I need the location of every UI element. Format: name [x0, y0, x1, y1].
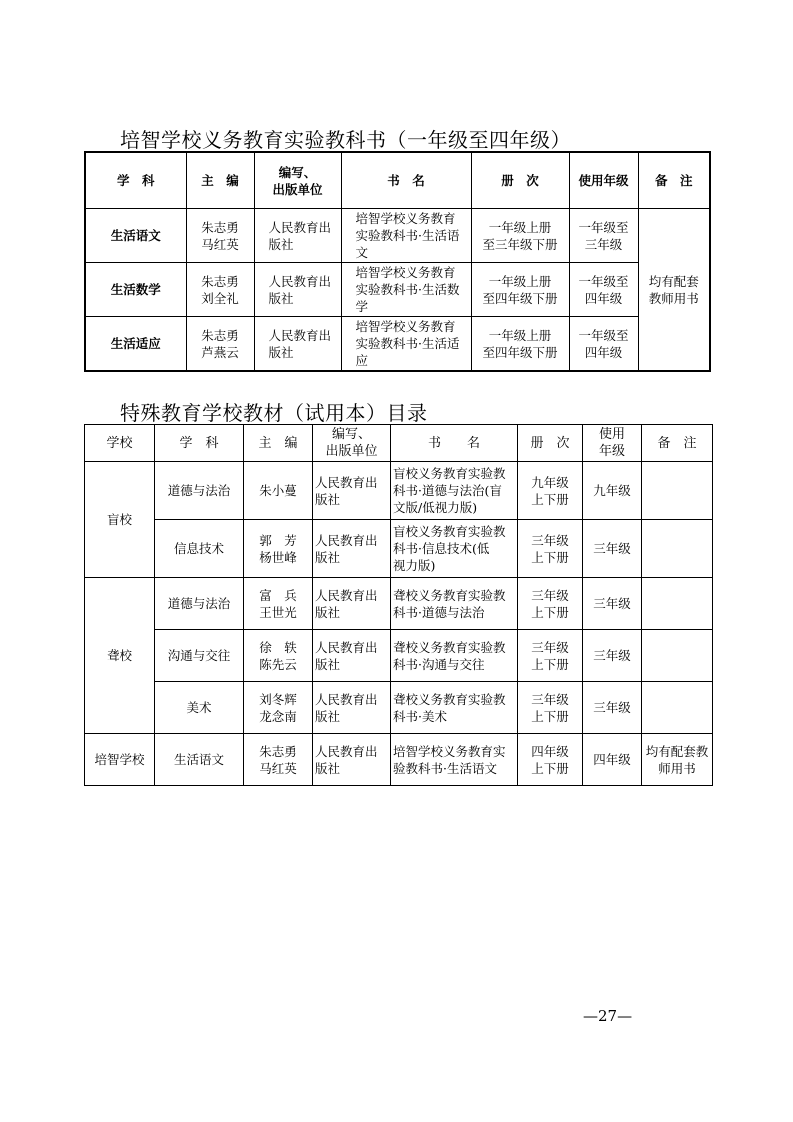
- book-name-cell: 培智学校义务教育 实验教科书·生活数 学: [341, 263, 471, 317]
- grade-cell: 三年级: [583, 682, 642, 734]
- grade-cell: 三年级: [583, 520, 642, 578]
- header-editor: 主 编: [244, 425, 313, 462]
- header-note: 备 注: [642, 425, 713, 462]
- subject-cell: 生活数学: [85, 263, 186, 317]
- publisher-cell: 人民教育出 版社: [254, 263, 341, 317]
- textbook-table-peizhi: [84, 151, 711, 372]
- note-cell: [642, 520, 713, 578]
- editor-cell: 朱小蔓: [244, 462, 313, 520]
- grade-cell: 三年级: [583, 578, 642, 630]
- publisher-cell: 人民教育出 版社: [313, 734, 391, 786]
- publisher-cell: 人民教育出 版社: [313, 462, 391, 520]
- subject-cell: 沟通与交往: [155, 630, 244, 682]
- publisher-cell: 人民教育出 版社: [313, 630, 391, 682]
- volume-cell: 一年级上册 至三年级下册: [471, 209, 569, 263]
- publisher-cell: 人民教育出 版社: [254, 317, 341, 372]
- editor-cell: 朱志勇 芦燕云: [186, 317, 254, 372]
- note-cell: [642, 578, 713, 630]
- table-row: [85, 578, 713, 630]
- editor-cell: 朱志勇 马红英: [244, 734, 313, 786]
- note-cell: 均有配套 教师用书: [638, 209, 710, 372]
- subject-cell: 美术: [155, 682, 244, 734]
- header-publisher: 编写、 出版单位: [313, 425, 391, 462]
- table-row: [85, 462, 713, 520]
- book-name-cell: 聋校义务教育实验教 科书·美术: [391, 682, 518, 734]
- table-row: [85, 209, 710, 263]
- publisher-cell: 人民教育出 版社: [313, 520, 391, 578]
- book-name-cell: 盲校义务教育实验教 科书·道德与法治(盲 文版/低视力版): [391, 462, 518, 520]
- editor-cell: 徐 轶 陈先云: [244, 630, 313, 682]
- table1-title: 培智学校义务教育实验教科书（一年级至四年级）: [120, 128, 571, 152]
- subject-cell: 信息技术: [155, 520, 244, 578]
- header-grade: 使用 年级: [583, 425, 642, 462]
- table-row: [85, 263, 710, 317]
- table-row: [85, 520, 713, 578]
- table-row: [85, 317, 710, 372]
- note-cell: [642, 630, 713, 682]
- header-book-name: 书 名: [341, 152, 471, 209]
- header-note: 备 注: [638, 152, 710, 209]
- editor-cell: 富 兵 王世光: [244, 578, 313, 630]
- book-name-cell: 培智学校义务教育 实验教科书·生活适 应: [341, 317, 471, 372]
- table-row: [85, 734, 713, 786]
- volume-cell: 一年级上册 至四年级下册: [471, 317, 569, 372]
- table-row: [85, 682, 713, 734]
- header-volume: 册 次: [471, 152, 569, 209]
- grade-cell: 一年级至 四年级: [569, 317, 638, 372]
- publisher-cell: 人民教育出 版社: [313, 578, 391, 630]
- header-editor: 主 编: [186, 152, 254, 209]
- note-cell: [642, 462, 713, 520]
- book-name-cell: 培智学校义务教育实 验教科书·生活语文: [391, 734, 518, 786]
- book-name-cell: 聋校义务教育实验教 科书·沟通与交往: [391, 630, 518, 682]
- grade-cell: 一年级至 四年级: [569, 263, 638, 317]
- header-grade: 使用年级: [569, 152, 638, 209]
- grade-cell: 一年级至 三年级: [569, 209, 638, 263]
- subject-cell: 生活语文: [155, 734, 244, 786]
- table2-title: 特殊教育学校教材（试用本）目录: [120, 401, 428, 425]
- editor-cell: 朱志勇 马红英: [186, 209, 254, 263]
- volume-cell: 三年级 上下册: [518, 682, 583, 734]
- publisher-cell: 人民教育出 版社: [313, 682, 391, 734]
- volume-cell: 三年级 上下册: [518, 630, 583, 682]
- subject-cell: 道德与法治: [155, 462, 244, 520]
- header-subject: 学 科: [85, 152, 186, 209]
- table-header-row: [85, 152, 710, 209]
- header-subject: 学 科: [155, 425, 244, 462]
- publisher-cell: 人民教育出 版社: [254, 209, 341, 263]
- header-school: 学校: [85, 425, 155, 462]
- book-name-cell: 聋校义务教育实验教 科书·道德与法治: [391, 578, 518, 630]
- volume-cell: 一年级上册 至四年级下册: [471, 263, 569, 317]
- subject-cell: 道德与法治: [155, 578, 244, 630]
- note-cell: 均有配套教 师用书: [642, 734, 713, 786]
- book-name-cell: 盲校义务教育实验教 科书·信息技术(低 视力版): [391, 520, 518, 578]
- subject-cell: 生活语文: [85, 209, 186, 263]
- page-number: —27—: [583, 1007, 633, 1025]
- volume-cell: 三年级 上下册: [518, 578, 583, 630]
- volume-cell: 三年级 上下册: [518, 520, 583, 578]
- textbook-table-special: [84, 424, 713, 786]
- editor-cell: 朱志勇 刘全礼: [186, 263, 254, 317]
- grade-cell: 九年级: [583, 462, 642, 520]
- volume-cell: 九年级 上下册: [518, 462, 583, 520]
- school-cell: 盲校: [85, 462, 155, 578]
- book-name-cell: 培智学校义务教育 实验教科书·生活语 文: [341, 209, 471, 263]
- table-row: [85, 630, 713, 682]
- subject-cell: 生活适应: [85, 317, 186, 372]
- table-header-row: [85, 425, 713, 462]
- editor-cell: 郭 芳 杨世峰: [244, 520, 313, 578]
- grade-cell: 四年级: [583, 734, 642, 786]
- header-volume: 册 次: [518, 425, 583, 462]
- note-cell: [642, 682, 713, 734]
- school-cell: 聋校: [85, 578, 155, 734]
- volume-cell: 四年级 上下册: [518, 734, 583, 786]
- grade-cell: 三年级: [583, 630, 642, 682]
- header-publisher: 编写、 出版单位: [254, 152, 341, 209]
- editor-cell: 刘冬辉 龙念南: [244, 682, 313, 734]
- school-cell: 培智学校: [85, 734, 155, 786]
- header-book-name: 书 名: [391, 425, 518, 462]
